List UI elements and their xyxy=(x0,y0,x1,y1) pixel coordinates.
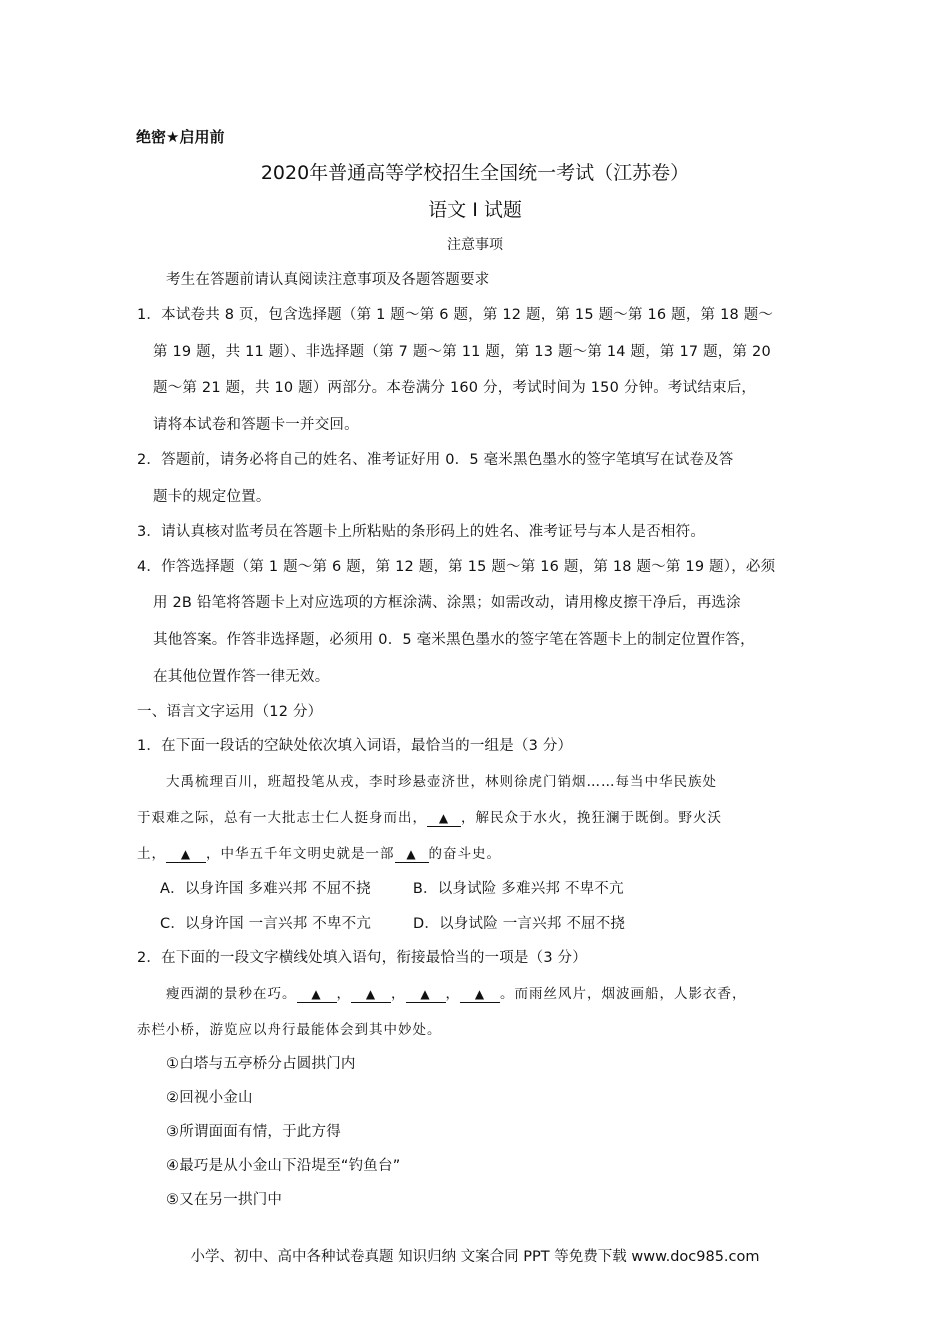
answer-blank[interactable]: ▲ xyxy=(351,986,391,1003)
answer-blank[interactable]: ▲ xyxy=(166,846,206,863)
question-2-item-4: ④最巧是从小金山下沿堤至“钓鱼台” xyxy=(166,1158,401,1174)
notice-item-4-line-2: 用 2B 铅笔将答题卡上对应选项的方框涂满、涂黑；如需改动，请用橡皮擦干净后，再选涂 xyxy=(153,595,741,611)
question-2-passage-line-2: 赤栏小桥，游览应以舟行最能体会到其中妙处。 xyxy=(137,1022,442,1038)
question-1-passage-line-3: 土， ▲ ，中华五千年文明史就是一部 ▲ 的奋斗史。 xyxy=(137,846,501,862)
notice-item-1-line-2: 第 19 题，共 11 题）、非选择题（第 7 题～第 11 题，第 13 题～第 14 题，第 17 题，第 20 xyxy=(153,344,771,360)
option-a[interactable]: A．以身许国 多难兴邦 不屈不挠 xyxy=(160,881,371,897)
question-2-passage-line-1: 瘦西湖的景秒在巧。 ▲ ， ▲ ， ▲ ， ▲ 。而雨丝风片，烟波画船，人影衣香， xyxy=(166,986,747,1002)
option-b[interactable]: B．以身试险 多难兴邦 不卑不亢 xyxy=(412,881,624,897)
notice-item-3-line-1: 3．请认真核对监考员在答题卡上所粘贴的条形码上的姓名、准考证号与本人是否相符。 xyxy=(137,524,706,540)
section-heading: 一、语言文字运用（12 分） xyxy=(137,704,323,720)
question-2-item-2: ②回视小金山 xyxy=(166,1090,253,1106)
notice-item-2-line-2: 题卡的规定位置。 xyxy=(153,489,271,505)
question-1-options-row-1 xyxy=(160,877,624,898)
notice-item-1-line-4: 请将本试卷和答题卡一并交回。 xyxy=(153,417,359,433)
option-d[interactable]: D．以身试险 一言兴邦 不屈不挠 xyxy=(413,916,626,932)
option-c[interactable]: C．以身许国 一言兴邦 不卑不亢 xyxy=(160,916,372,932)
notice-item-1-line-3: 题～第 21 题，共 10 题）两部分。本卷满分 160 分，考试时间为 150 分钟。考试结束后， xyxy=(153,380,757,396)
answer-blank[interactable]: ▲ xyxy=(460,986,500,1003)
question-2-item-3: ③所谓面面有情，于此方得 xyxy=(166,1124,341,1140)
question-1-options-row-2 xyxy=(160,912,625,933)
notice-item-4-line-3: 其他答案。作答非选择题，必须用 0．5 毫米黑色墨水的签字笔在答题卡上的制定位置作答， xyxy=(153,632,755,648)
confidential-label: 绝密★启用前 xyxy=(136,128,225,146)
notice-item-4-line-1: 4．作答选择题（第 1 题～第 6 题，第 12 题，第 15 题～第 16 题，第 18 题～第 19 题），必须 xyxy=(137,559,776,575)
question-1-passage-line-2: 于艰难之际，总有一大批志士仁人挺身而出， ▲ ，解民众于水火，挽狂澜于既倒。野火沃 xyxy=(137,810,722,826)
notice-heading: 注意事项 xyxy=(447,237,503,253)
question-2-stem: 2．在下面的一段文字横线处填入语句，衔接最恰当的一项是（3 分） xyxy=(137,950,587,966)
notice-intro: 考生在答题前请认真阅读注意事项及各题答题要求 xyxy=(166,272,490,288)
notice-item-4-line-4: 在其他位置作答一律无效。 xyxy=(153,669,330,685)
answer-blank[interactable]: ▲ xyxy=(406,986,446,1003)
question-1-stem: 1．在下面一段话的空缺处依次填入词语，最恰当的一组是（3 分） xyxy=(137,738,573,754)
question-2-item-1: ①白塔与五亭桥分占圆拱门内 xyxy=(166,1056,356,1072)
exam-subtitle: 语文 I 试题 xyxy=(428,199,522,221)
answer-blank[interactable]: ▲ xyxy=(427,810,461,827)
footer-watermark: 小学、初中、高中各种试卷真题 知识归纳 文案合同 PPT 等免费下载 www.doc985.com xyxy=(190,1249,760,1265)
exam-title: 2020年普通高等学校招生全国统一考试（江苏卷） xyxy=(260,162,690,184)
question-1-passage-line-1: 大禹梳理百川，班超投笔从戎，李时珍悬壶济世，林则徐虎门销烟……每当中华民族处 xyxy=(166,774,717,790)
notice-item-1-line-1: 1．本试卷共 8 页，包含选择题（第 1 题～第 6 题，第 12 题，第 15 题～第 16 题，第 18 题～ xyxy=(137,307,774,323)
answer-blank[interactable]: ▲ xyxy=(395,846,429,863)
answer-blank[interactable]: ▲ xyxy=(297,986,337,1003)
notice-item-2-line-1: 2．答题前，请务必将自己的姓名、准考证好用 0．5 毫米黑色墨水的签字笔填写在试卷及答 xyxy=(137,452,734,468)
question-2-item-5: ⑤又在另一拱门中 xyxy=(166,1192,283,1208)
